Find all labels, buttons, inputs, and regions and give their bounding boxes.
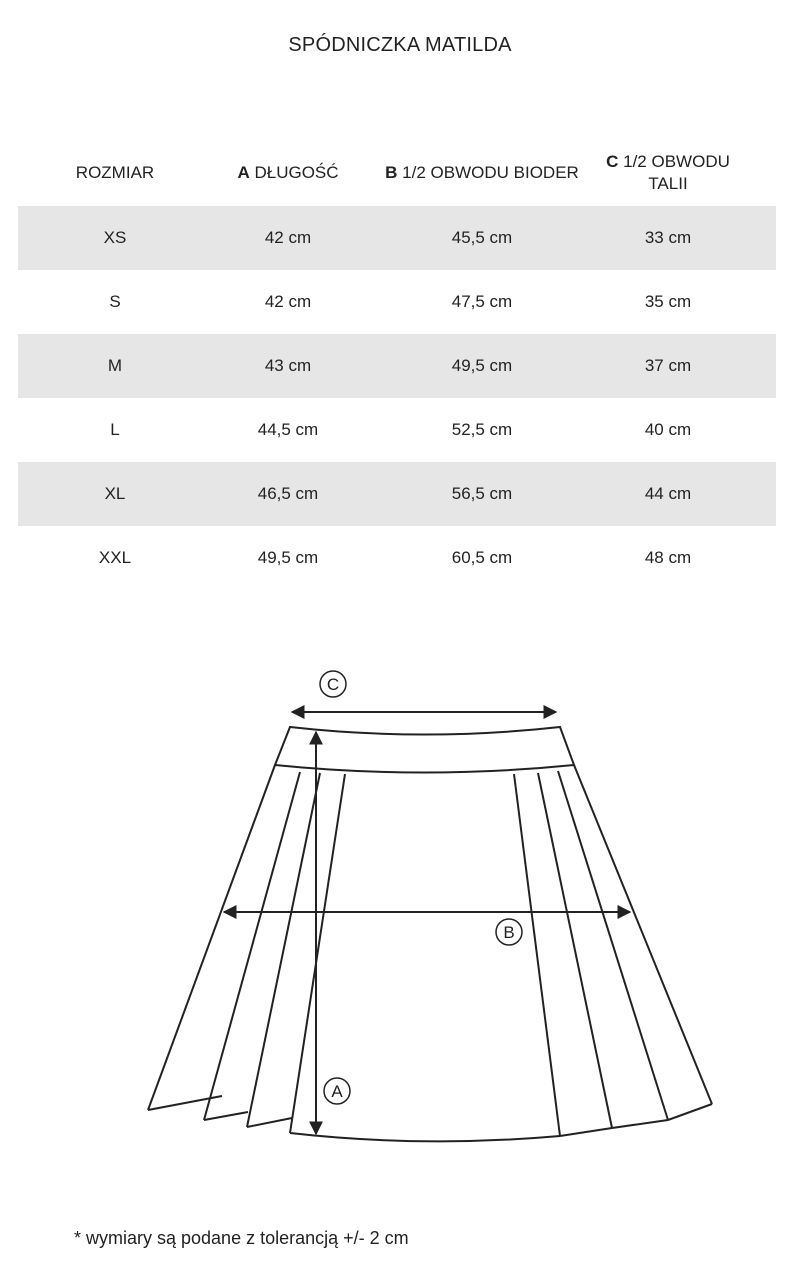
label-b-text: B <box>503 923 515 942</box>
header-waist-letter: C <box>606 152 619 171</box>
skirt-hem-segment <box>560 1128 612 1136</box>
waist-cell: 40 cm <box>644 420 692 439</box>
label-b-marker <box>496 919 522 945</box>
skirt-hem-segment <box>668 1104 712 1120</box>
header-hips-letter: B <box>385 163 398 182</box>
skirt-hem-segment <box>204 1112 248 1120</box>
label-a-text: A <box>331 1082 343 1101</box>
waist-cell: 33 cm <box>644 228 692 247</box>
size-cell: S <box>109 292 121 311</box>
header-hips-label: 1/2 OBWODU BIODER <box>397 163 579 182</box>
size-cell: M <box>107 356 123 375</box>
waist-cell: 44 cm <box>644 484 692 503</box>
skirt-diagram <box>0 660 800 1160</box>
hips-cell: 56,5 cm <box>451 484 513 503</box>
table-row <box>18 334 776 398</box>
skirt-hem-segment <box>247 1118 292 1127</box>
table-row <box>18 270 776 334</box>
page-title: SPÓDNICZKA MATILDA <box>288 34 512 56</box>
label-c-marker <box>320 671 346 697</box>
header-size <box>18 162 212 184</box>
hips-cell: 52,5 cm <box>451 420 513 439</box>
skirt-pleat-line <box>247 773 320 1127</box>
skirt-hem-center <box>290 1133 560 1141</box>
size-cell: XS <box>103 228 127 247</box>
waist-cell: 35 cm <box>644 292 692 311</box>
header-length-label: DŁUGOŚĆ <box>249 163 339 182</box>
skirt-pleat-line <box>514 774 560 1136</box>
size-cell: XXL <box>98 548 132 567</box>
label-a-marker <box>324 1078 350 1104</box>
length-cell: 42 cm <box>264 228 312 247</box>
size-cell: XL <box>104 484 126 503</box>
length-cell: 46,5 cm <box>257 484 319 503</box>
size-table <box>18 140 776 590</box>
hips-cell: 47,5 cm <box>451 292 513 311</box>
header-length-letter: A <box>237 163 250 182</box>
waist-cell: 48 cm <box>644 548 692 567</box>
skirt-left-edge <box>148 765 275 1110</box>
table-row <box>18 206 776 270</box>
table-row <box>18 462 776 526</box>
hips-cell: 45,5 cm <box>451 228 513 247</box>
table-body <box>18 206 776 590</box>
tolerance-note: * wymiary są podane z tolerancją +/- 2 cm <box>74 1228 409 1248</box>
table-row <box>18 526 776 590</box>
size-cell: L <box>110 420 120 439</box>
skirt-hem-segment <box>612 1120 668 1128</box>
header-hips <box>364 162 600 184</box>
header-size-label: ROZMIAR <box>75 163 155 182</box>
waist-cell: 37 cm <box>644 356 692 375</box>
skirt-outline <box>148 727 712 1141</box>
header-waist-label: 1/2 OBWODU TALII <box>618 152 730 193</box>
header-length <box>212 162 364 184</box>
length-cell: 43 cm <box>264 356 312 375</box>
table-row <box>18 398 776 462</box>
header-waist <box>600 151 736 195</box>
skirt-waistband <box>275 727 574 773</box>
hips-cell: 49,5 cm <box>451 356 513 375</box>
hips-cell: 60,5 cm <box>451 548 513 567</box>
label-c-text: C <box>326 675 340 694</box>
length-cell: 44,5 cm <box>257 420 319 439</box>
length-cell: 42 cm <box>264 292 312 311</box>
length-cell: 49,5 cm <box>257 548 319 567</box>
table-header-row <box>18 140 776 206</box>
skirt-pleat-line <box>204 772 300 1120</box>
skirt-right-edge <box>574 765 712 1104</box>
